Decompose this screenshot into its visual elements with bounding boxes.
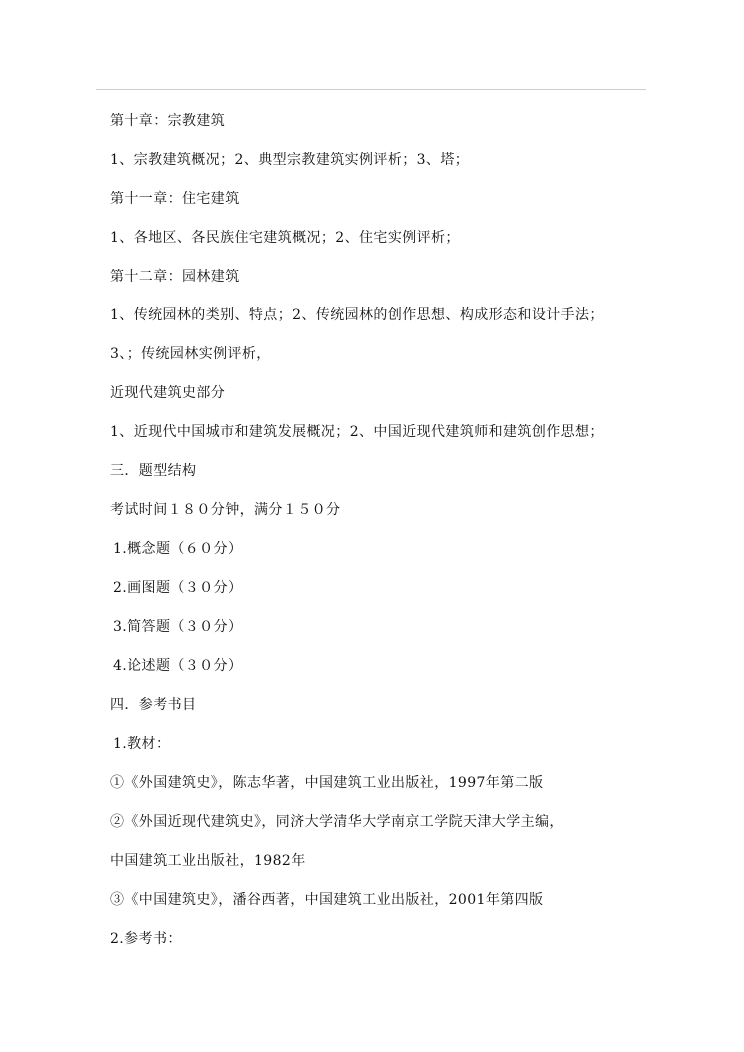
chapter-10-content: 1、宗教建筑概况；2、典型宗教建筑实例评析；3、塔； (110, 152, 470, 168)
question-type-drawing: 2.画图题（３０分） (113, 580, 243, 596)
textbook-2: ②《外国近现代建筑史》，同济大学清华大学南京工学院天津大学主编， (110, 814, 564, 830)
modern-section-heading: 近现代建筑史部分 (110, 385, 226, 401)
references-heading: 四．参考书目 (110, 697, 197, 713)
question-type-concept: 1.概念题（６０分） (113, 541, 243, 557)
modern-section-content: 1、近现代中国城市和建筑发展概况；2、中国近现代建筑师和建筑创作思想； (110, 424, 604, 440)
exam-time-text: 考试时间１８０分钟，满分１５０分 (110, 502, 341, 518)
question-structure-heading: 三．题型结构 (110, 463, 197, 479)
reference-books-label: 2.参考书： (110, 931, 182, 947)
chapter-11-heading: 第十一章：住宅建筑 (110, 191, 240, 207)
textbook-1: ①《外国建筑史》，陈志华著，中国建筑工业出版社，1997年第二版 (110, 775, 544, 791)
chapter-12-heading: 第十二章：园林建筑 (110, 269, 240, 285)
chapter-10-heading: 第十章：宗教建筑 (110, 113, 226, 129)
chapter-12-content-cont: 3、；传统园林实例评析， (110, 346, 271, 362)
textbook-3: ③《中国建筑史》，潘谷西著，中国建筑工业出版社，2001年第四版 (110, 892, 544, 908)
question-type-short-answer: 3.简答题（３０分） (113, 619, 243, 635)
chapter-11-content: 1、各地区、各民族住宅建筑概况；2、住宅实例评析； (110, 230, 460, 246)
chapter-12-content: 1、传统园林的类别、特点；2、传统园林的创作思想、构成形态和设计手法； (110, 307, 604, 323)
question-type-essay: 4.论述题（３０分） (113, 658, 243, 674)
textbooks-label: 1.教材： (113, 736, 171, 752)
header-rule (96, 89, 646, 90)
textbook-2-cont: 中国建筑工业出版社，1982年 (110, 853, 306, 869)
